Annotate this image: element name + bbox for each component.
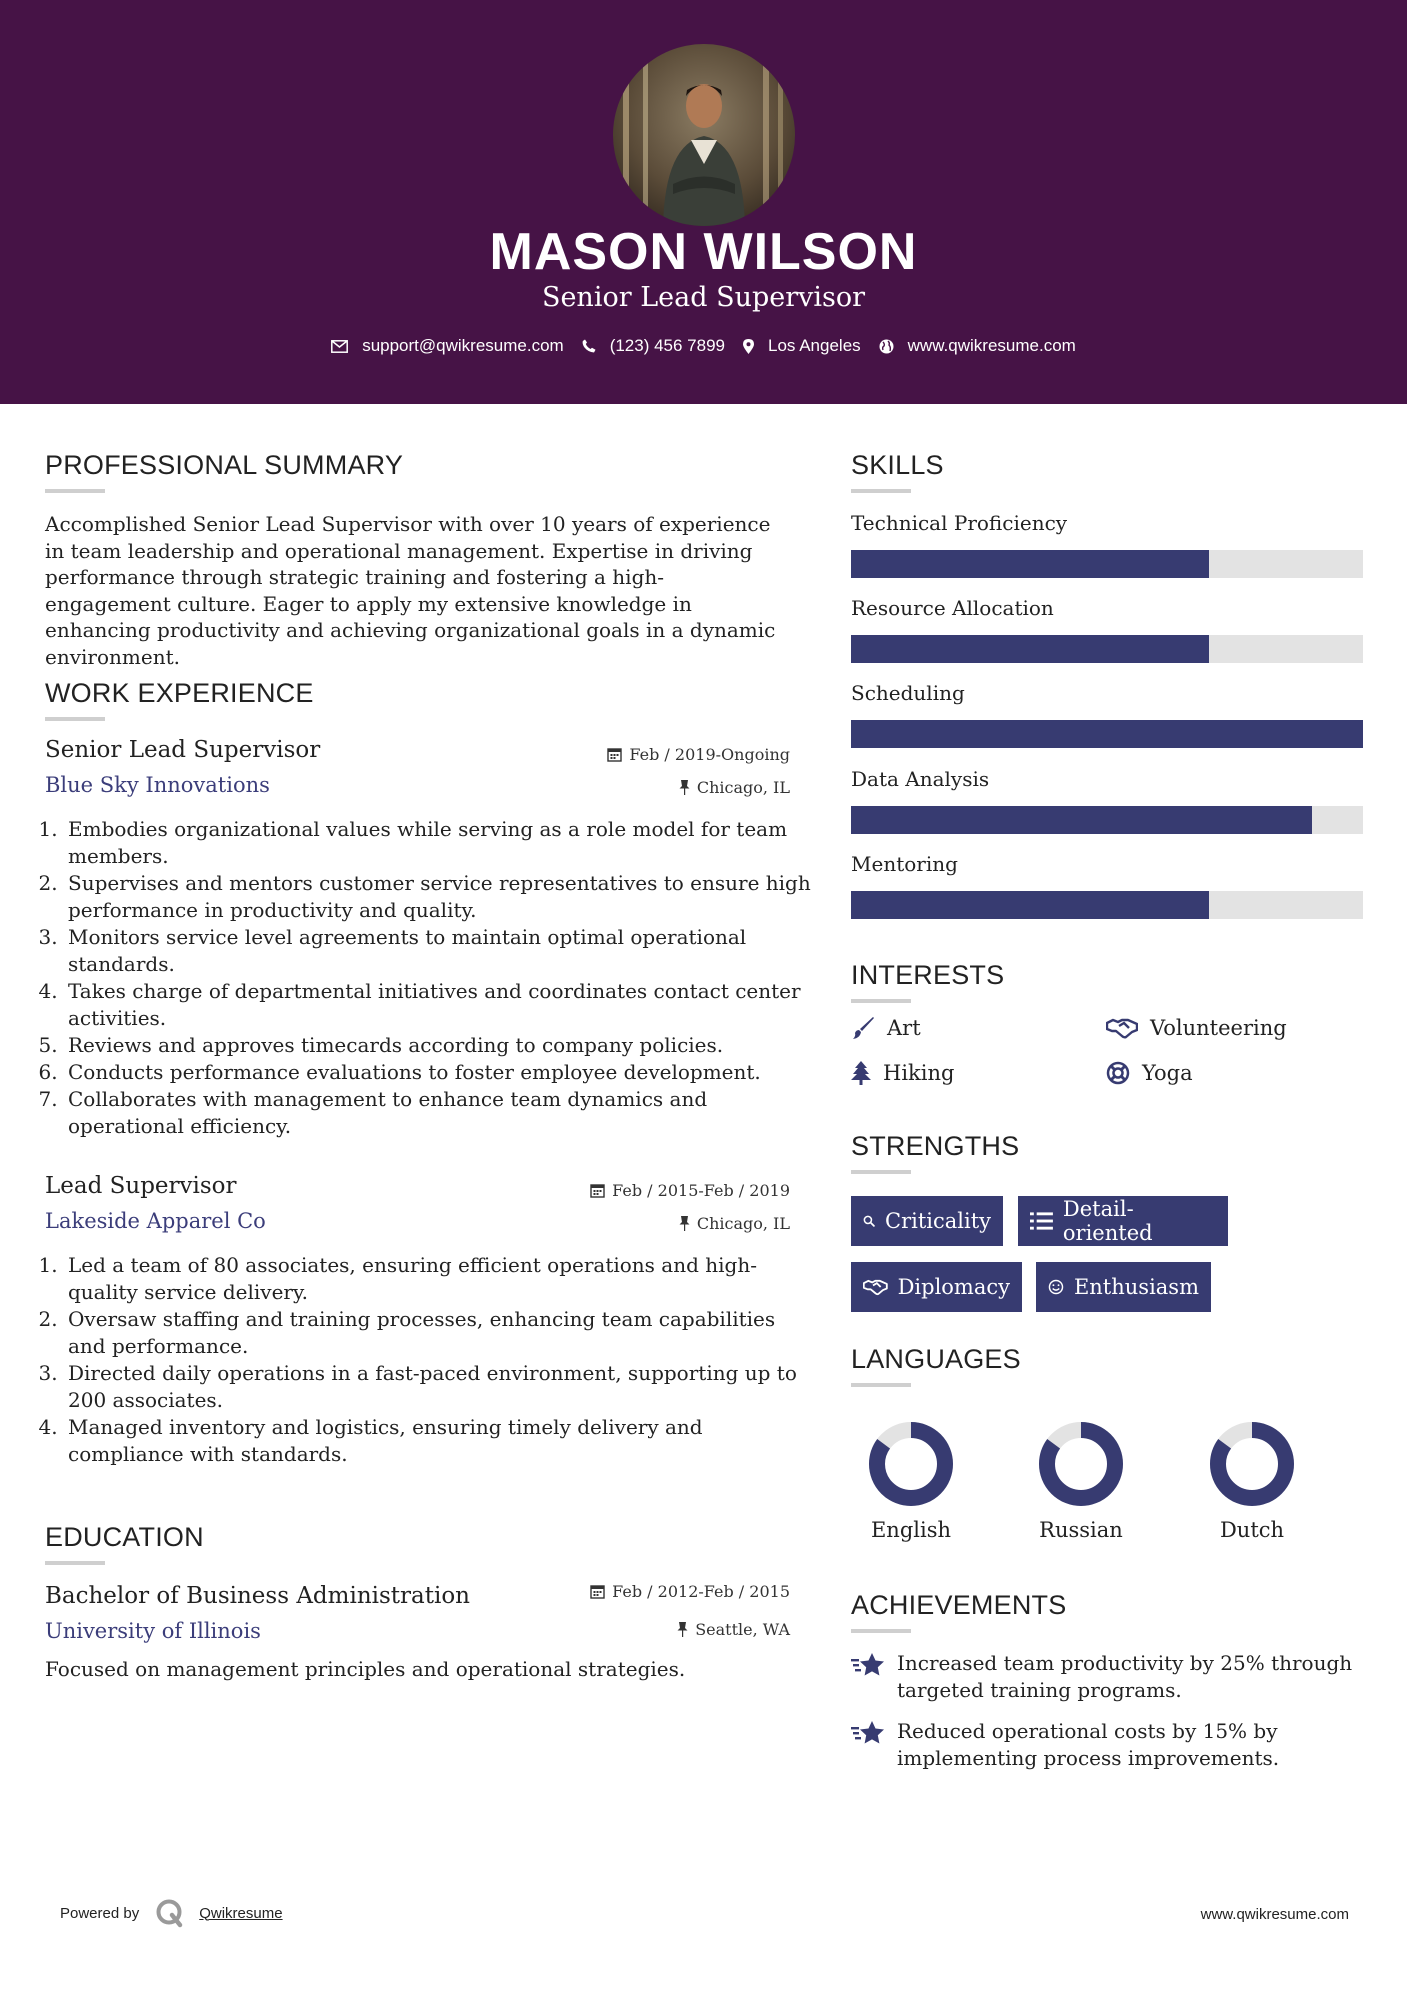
interest-yoga: Yoga bbox=[1106, 1061, 1193, 1085]
experience-heading-underline bbox=[45, 717, 105, 721]
resume-header bbox=[0, 0, 1407, 404]
degree-title: Bachelor of Business Administration bbox=[45, 1583, 470, 1609]
lifebuoy-icon bbox=[1106, 1061, 1130, 1085]
skill-bar bbox=[851, 891, 1363, 919]
phone-text: (123) 456 7899 bbox=[609, 336, 726, 355]
strength-badge-enthusiasm: Enthusiasm bbox=[1036, 1262, 1211, 1312]
skill-label: Technical Proficiency bbox=[851, 511, 1068, 535]
phone-icon bbox=[582, 339, 596, 353]
skill-bar bbox=[851, 635, 1363, 663]
education-heading-underline bbox=[45, 1561, 105, 1565]
map-marker-icon bbox=[743, 339, 754, 354]
list-item: 3. Monitors service level agreements to maintain optimal operational standards. bbox=[64, 924, 814, 978]
list-item: 2. Oversaw staffing and training processes, enhancing team capabilities and performance. bbox=[64, 1306, 819, 1360]
handshake-icon bbox=[1106, 1017, 1138, 1039]
website-text: www.qwikresume.com bbox=[907, 336, 1076, 355]
summary-heading-underline bbox=[45, 489, 105, 493]
strength-badge-detail-oriented: Detail-oriented bbox=[1018, 1196, 1228, 1246]
candidate-title: Senior Lead Supervisor bbox=[541, 282, 866, 313]
handshake-icon bbox=[863, 1276, 888, 1298]
contact-location bbox=[743, 336, 861, 356]
pin-icon bbox=[679, 1216, 690, 1231]
list-item: 3. Directed daily operations in a fast-paced environment, supporting up to 200 associates. bbox=[64, 1360, 819, 1414]
language-donut bbox=[867, 1420, 955, 1508]
language-label: Dutch bbox=[1219, 1518, 1285, 1542]
list-item: 5. Reviews and approves timecards according to company policies. bbox=[64, 1032, 814, 1059]
achievement-item: Reduced operational costs by 15% by implementing process improvements. bbox=[851, 1718, 1371, 1772]
location-text: Los Angeles bbox=[768, 336, 861, 355]
skill-label: Scheduling bbox=[851, 681, 965, 705]
skill-bar-fill bbox=[851, 891, 1209, 919]
job-date: Feb / 2019-Ongoing bbox=[530, 745, 790, 764]
summary-heading: PROFESSIONAL SUMMARY bbox=[45, 450, 404, 480]
paintbrush-icon bbox=[851, 1016, 875, 1040]
contact-email[interactable] bbox=[331, 336, 564, 356]
footer-powered-by: Powered by Qwikresume bbox=[60, 1898, 283, 1928]
language-dutch bbox=[1192, 1420, 1312, 1542]
strengths-heading-underline bbox=[851, 1170, 911, 1174]
footer-website[interactable]: www.qwikresume.com bbox=[1200, 1906, 1349, 1923]
job-location: Chicago, IL bbox=[530, 1214, 790, 1233]
school-name: University of Illinois bbox=[45, 1619, 261, 1643]
strength-badge-diplomacy: Diplomacy bbox=[851, 1262, 1022, 1312]
job-date: Feb / 2015-Feb / 2019 bbox=[530, 1181, 790, 1200]
education-location: Seattle, WA bbox=[530, 1620, 790, 1639]
strengths-heading: STRENGTHS bbox=[851, 1131, 1020, 1161]
profile-photo bbox=[613, 44, 795, 226]
list-item: 1. Embodies organizational values while serving as a role model for team members. bbox=[64, 816, 814, 870]
interest-hiking: Hiking bbox=[851, 1061, 954, 1085]
language-english bbox=[851, 1420, 971, 1542]
education-date: Feb / 2012-Feb / 2015 bbox=[530, 1582, 790, 1601]
summary-text: Accomplished Senior Lead Supervisor with over 10 years of experience in team leadership and operational management. Expertise in driving performance through strategic training and fostering a high-engagement culture. Eager to apply my extensive knowledge in enhancing productivity and achieving organizational goals in a dynamic environment. bbox=[45, 512, 776, 669]
job-title: Lead Supervisor bbox=[45, 1173, 237, 1199]
skill-bar-fill bbox=[851, 635, 1209, 663]
skill-bar-fill bbox=[851, 550, 1209, 578]
list-item: 2. Supervises and mentors customer service representatives to ensure high performance in productivity and quality. bbox=[64, 870, 814, 924]
language-donut bbox=[1037, 1420, 1125, 1508]
shooting-star-icon bbox=[851, 1652, 885, 1678]
shooting-star-icon bbox=[851, 1720, 885, 1746]
skill-bar bbox=[851, 550, 1363, 578]
pin-icon bbox=[679, 780, 690, 795]
education-note: Focused on management principles and operational strategies. bbox=[45, 1657, 686, 1681]
language-donut bbox=[1208, 1420, 1296, 1508]
globe-icon bbox=[879, 339, 894, 354]
job-responsibilities bbox=[42, 1252, 819, 1468]
contact-bar bbox=[0, 336, 1407, 356]
achievements-heading: ACHIEVEMENTS bbox=[851, 1590, 1067, 1620]
interest-volunteering: Volunteering bbox=[1106, 1016, 1287, 1040]
envelope-icon bbox=[331, 340, 348, 353]
footer-brand-link[interactable]: Qwikresume bbox=[199, 1904, 283, 1922]
skill-label: Mentoring bbox=[851, 852, 958, 876]
qwikresume-logo-icon bbox=[155, 1898, 185, 1928]
list-item: 1. Led a team of 80 associates, ensuring efficient operations and high-quality service delivery. bbox=[64, 1252, 819, 1306]
strength-badge-criticality: Criticality bbox=[851, 1196, 1003, 1246]
experience-heading: WORK EXPERIENCE bbox=[45, 678, 314, 708]
job-title: Senior Lead Supervisor bbox=[45, 737, 321, 763]
list-icon bbox=[1030, 1211, 1053, 1231]
skill-bar bbox=[851, 806, 1363, 834]
skill-bar bbox=[851, 720, 1363, 748]
calendar-icon bbox=[607, 747, 622, 762]
list-item: 7. Collaborates with management to enhance team dynamics and operational efficiency. bbox=[64, 1086, 814, 1140]
language-label: English bbox=[870, 1518, 952, 1542]
skill-label: Data Analysis bbox=[851, 767, 990, 791]
job-responsibilities bbox=[42, 816, 814, 1140]
skills-heading-underline bbox=[851, 489, 911, 493]
skill-bar-fill bbox=[851, 806, 1312, 834]
job-company: Lakeside Apparel Co bbox=[45, 1209, 266, 1233]
languages-heading-underline bbox=[851, 1383, 911, 1387]
candidate-name: MASON WILSON bbox=[489, 223, 918, 281]
languages-heading: LANGUAGES bbox=[851, 1344, 1021, 1374]
contact-website[interactable] bbox=[879, 336, 1076, 356]
tree-icon bbox=[851, 1061, 871, 1085]
achievement-item: Increased team productivity by 25% through targeted training programs. bbox=[851, 1650, 1371, 1704]
smile-icon bbox=[1048, 1276, 1064, 1298]
pin-icon bbox=[677, 1622, 688, 1637]
list-item: 4. Managed inventory and logistics, ensuring timely delivery and compliance with standards. bbox=[64, 1414, 819, 1468]
skill-bar-fill bbox=[851, 720, 1363, 748]
calendar-icon bbox=[590, 1584, 605, 1599]
job-company: Blue Sky Innovations bbox=[45, 773, 270, 797]
email-text: support@qwikresume.com bbox=[362, 336, 564, 355]
language-russian bbox=[1021, 1420, 1141, 1542]
language-label: Russian bbox=[1039, 1518, 1123, 1542]
interest-art: Art bbox=[851, 1016, 921, 1040]
list-item: 6. Conducts performance evaluations to foster employee development. bbox=[64, 1059, 814, 1086]
search-icon bbox=[863, 1210, 875, 1232]
education-heading: EDUCATION bbox=[45, 1522, 204, 1552]
job-location: Chicago, IL bbox=[530, 778, 790, 797]
list-item: 4. Takes charge of departmental initiatives and coordinates contact center activities. bbox=[64, 978, 814, 1032]
calendar-icon bbox=[590, 1183, 605, 1198]
skills-heading: SKILLS bbox=[851, 450, 944, 480]
achievements-heading-underline bbox=[851, 1629, 911, 1633]
interests-heading-underline bbox=[851, 999, 911, 1003]
contact-phone[interactable] bbox=[582, 336, 725, 356]
interests-heading: INTERESTS bbox=[851, 960, 1005, 990]
skill-label: Resource Allocation bbox=[851, 596, 1054, 620]
